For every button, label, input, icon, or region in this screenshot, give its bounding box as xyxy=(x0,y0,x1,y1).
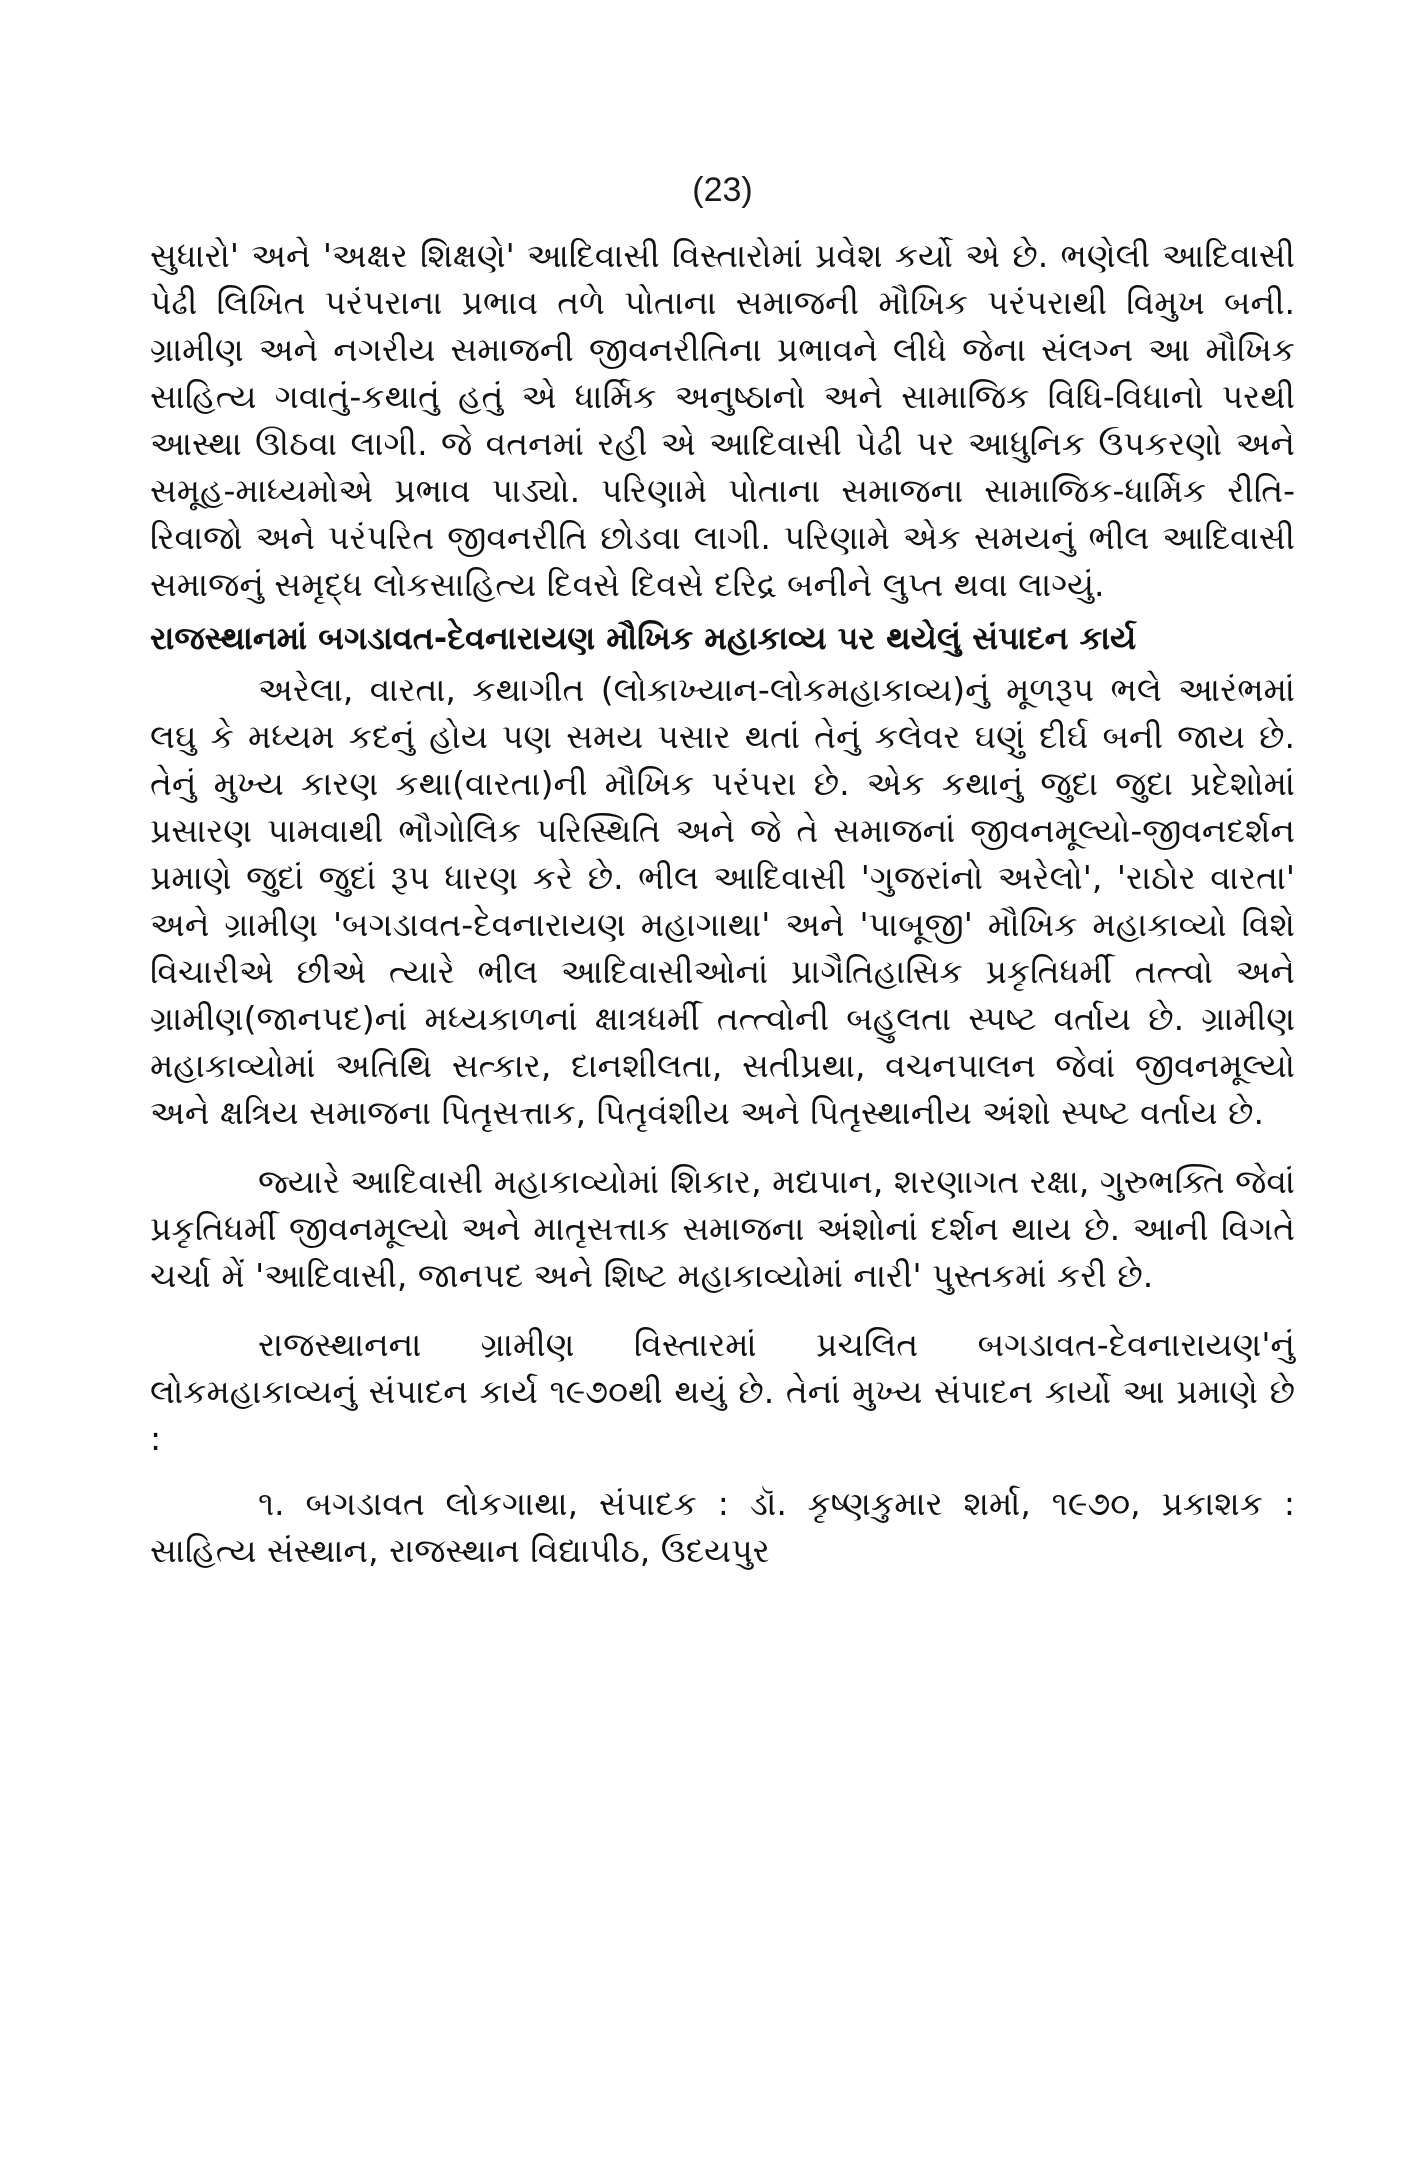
paragraph-2: અરેલા, વારતા, કથાગીત (લોકાખ્યાન-લોકમહાકાવ્ય)નું મૂળરૂપ ભલે આરંભમાં લઘુ કે મધ્યમ કદનું હોય પણ સમય પસાર થતાં તેનું કલેવર ઘણું દીર્ઘ બની જાય છે. તેનું મુખ્ય કારણ કથા(વારતા)ની મૌખિક પરંપરા છે. એક કથાનું જુદા જુદા પ્રદેશોમાં પ્રસારણ પામવાથી ભૌગોલિક પરિસ્થિતિ અને જે તે સમાજનાં જીવનમૂલ્યો-જીવનદર્શન પ્રમાણે જુદાં જુદાં રૂપ ધારણ કરે છે. ભીલ આદિવાસી 'ગુજરાંનો અરેલો', 'રાઠોર વારતા' અને ગ્રામીણ 'બગડાવત-દેવનારાયણ મહાગાથા' અને 'પાબૂજી' મૌખિક મહાકાવ્યો વિશે વિચારીએ છીએ ત્યારે ભીલ આદિવાસીઓનાં પ્રાગૈતિહાસિક પ્રકૃતિધર્મી તત્ત્વો અને ગ્રામીણ(જાનપદ)નાં મધ્યકાળનાં ક્ષાત્રધર્મી તત્ત્વોની બહુલતા સ્પષ્ટ વર્તાય છે. ગ્રામીણ મહાકાવ્યોમાં અતિથિ સત્કાર, દાનશીલતા, સતીપ્રથા, વચનપાલન જેવાં જીવનમૂલ્યો અને ક્ષત્રિય સમાજના પિતૃસત્તાક, પિતૃવંશીય અને પિતૃસ્થાનીય અંશો સ્પષ્ટ વર્તાય છે. xyxy=(150,670,1295,1132)
reference-item-1: ૧. બગડાવત લોકગાથા, સંપાદક : ડૉ. કૃષ્ણકુમાર શર્મા, ૧૯૭૦, પ્રકાશક : સાહિત્ય સંસ્થાન, રાજસ્થાન વિદ્યાપીઠ, ઉદયપુર xyxy=(150,1484,1295,1570)
paragraph-3: જ્યારે આદિવાસી મહાકાવ્યોમાં શિકાર, મદ્યપાન, શરણાગત રક્ષા, ગુરુભક્તિ જેવાં પ્રકૃતિધર્મી જીવનમૂલ્યો અને માતૃસત્તાક સમાજના અંશોનાં દર્શન થાય છે. આની વિગતે ચર્ચા મેં 'આદિવાસી, જાનપદ અને શિષ્ટ મહાકાવ્યોમાં નારી' પુસ્તકમાં કરી છે. xyxy=(150,1162,1295,1295)
page-number: (23) xyxy=(692,171,753,209)
paragraph-4: રાજસ્થાનના ગ્રામીણ વિસ્તારમાં પ્રચલિત બગડાવત-દેવનારાયણ'નું લોકમહાકાવ્યનું સંપાદન કાર્ય ૧૯૭૦થી થયું છે. તેનાં મુખ્ય સંપાદન કાર્યો આ પ્રમાણે છે : xyxy=(150,1325,1295,1458)
book-page xyxy=(150,170,1295,1574)
section-heading: રાજસ્થાનમાં બગડાવત-દેવનારાયણ મૌખિક મહાકાવ્ય પર થયેલું સંપાદન કાર્ય xyxy=(150,619,1137,657)
paragraph-1: સુધારો' અને 'અક્ષર શિક્ષણે' આદિવાસી વિસ્તારોમાં પ્રવેશ કર્યો એ છે. ભણેલી આદિવાસી પેઢી લિખિત પરંપરાના પ્રભાવ તળે પોતાના સમાજની મૌખિક પરંપરાથી વિમુખ બની. ગ્રામીણ અને નગરીય સમાજની જીવનરીતિના પ્રભાવને લીધે જેના સંલગ્ન આ મૌખિક સાહિત્ય ગવાતું-કથાતું હતું એ ધાર્મિક અનુષ્ઠાનો અને સામાજિક વિધિ-વિધાનો પરથી આસ્થા ઊઠવા લાગી. જે વતનમાં રહી એ આદિવાસી પેઢી પર આધુનિક ઉપકરણો અને સમૂહ-માધ્યમોએ પ્રભાવ પાડ્યો. પરિણામે પોતાના સમાજના સામાજિક-ધાર્મિક રીતિ-રિવાજો અને પરંપરિત જીવનરીતિ છોડવા લાગી. પરિણામે એક સમયનું ભીલ આદિવાસી સમાજનું સમૃદ્ધ લોકસાહિત્ય દિવસે દિવસે દરિદ્ર બનીને લુપ્ત થવા લાગ્યું. xyxy=(150,236,1295,604)
